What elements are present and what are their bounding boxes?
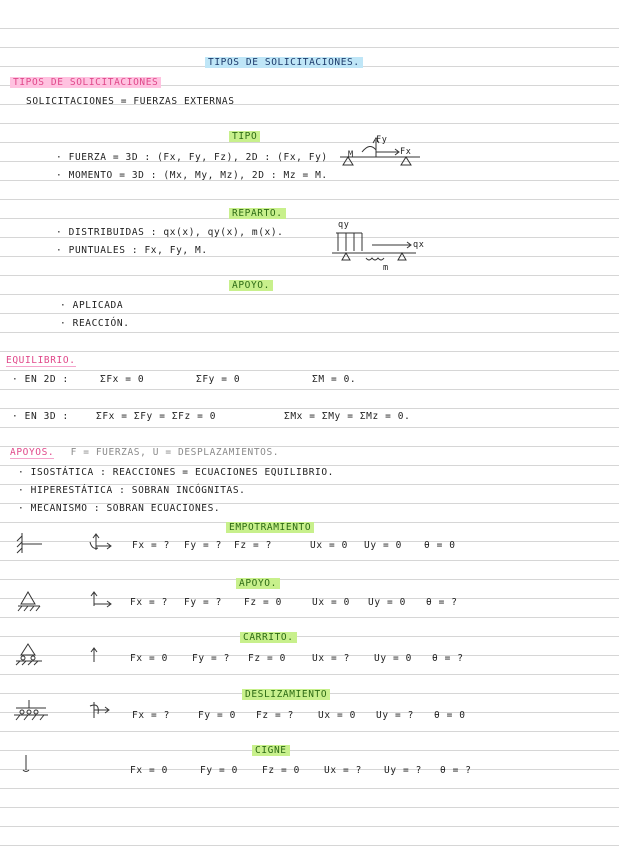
eq3d-moments: ΣMx = ΣMy = ΣMz = 0. (284, 411, 411, 422)
apoyo-label (229, 280, 273, 292)
cigne-fy: Fy = 0 (200, 765, 238, 776)
carrito-fx: Fx = 0 (130, 653, 168, 664)
cigne-fz: Fz = 0 (262, 765, 300, 776)
carrito-fz: Fz = 0 (248, 653, 286, 664)
emp-uy: Uy = 0 (364, 540, 402, 551)
tipo-label-text: TIPO (229, 131, 260, 142)
cigne-theta: θ = ? (440, 765, 472, 776)
desl-fy: Fy = 0 (198, 710, 236, 721)
free-end-icon (20, 755, 32, 775)
tipo-item-momento: · MOMENTO = 3D : (Mx, My, Mz), 2D : Mz = M. (56, 170, 328, 181)
fixed-support-icon (14, 533, 44, 555)
support-name-text: DESLIZAMIENTO (242, 689, 330, 700)
page-title (205, 57, 363, 69)
roller-reaction-icon (88, 646, 100, 664)
reparto-item-puntuales: · PUNTUALES : Fx, Fy, M. (56, 245, 208, 256)
desl-theta: θ = 0 (434, 710, 466, 721)
diagram-label-m: M (348, 150, 354, 160)
apoyo-theta: θ = ? (426, 597, 458, 608)
emp-theta: θ = 0 (424, 540, 456, 551)
diagram-label-fy: Fy (376, 135, 388, 145)
tipo-label (229, 131, 260, 143)
pinned-reactions-icon (88, 590, 116, 610)
carrito-theta: θ = ? (432, 653, 464, 664)
diagram-label-qx: qx (413, 240, 425, 250)
cigne-ux: Ux = ? (324, 765, 362, 776)
eq2d-label: · EN 2D : (12, 374, 69, 385)
support-deslizamiento-title (242, 689, 330, 701)
apoyo-label-text: APOYO. (229, 280, 273, 291)
reparto-item-distribuidas: · DISTRIBUIDAS : qx(x), qy(x), m(x). (56, 227, 284, 238)
carrito-ux: Ux = ? (312, 653, 350, 664)
eq2d-sum-fy: ΣFy = 0 (196, 374, 241, 385)
apoyo-ux: Ux = 0 (312, 597, 350, 608)
emp-fx: Fx = ? (132, 540, 170, 551)
diagram-label-m-dist: m (383, 263, 389, 273)
apoyo-uy: Uy = 0 (368, 597, 406, 608)
section-heading-equilibrio (6, 355, 76, 367)
diagram-label-qy: qy (338, 220, 350, 230)
apoyos-legend: F = FUERZAS, U = DESPLAZAMIENTOS. (70, 447, 280, 458)
desl-uy: Uy = ? (376, 710, 414, 721)
definition-line: SOLICITACIONES = FUERZAS EXTERNAS (26, 96, 235, 107)
support-name-text: CIGNE (252, 745, 290, 756)
pinned-support-icon (16, 590, 46, 612)
support-carrito-title (240, 632, 297, 644)
tipo-item-fuerza: · FUERZA = 3D : (Fx, Fy, Fz), 2D : (Fx, Fy) (56, 152, 328, 163)
support-name-text: EMPOTRAMIENTO (226, 522, 314, 533)
eq3d-forces: ΣFx = ΣFy = ΣFz = 0 (96, 411, 217, 422)
apoyo-fy: Fy = ? (184, 597, 222, 608)
section-heading-text: TIPOS DE SOLICITACIONES (10, 77, 161, 88)
diagram-label-fx: Fx (400, 147, 412, 157)
fixed-reactions-icon (86, 532, 114, 554)
eq2d-sum-fx: ΣFx = 0 (100, 374, 145, 385)
eq2d-sum-m: ΣM = 0. (312, 374, 357, 385)
sliding-support-icon (12, 700, 50, 722)
cigne-uy: Uy = ? (384, 765, 422, 776)
reparto-label-text: REPARTO. (229, 208, 286, 219)
desl-fz: Fz = ? (256, 710, 294, 721)
apoyo-fx: Fx = ? (130, 597, 168, 608)
support-name-text: APOYO. (236, 578, 280, 589)
desl-fx: Fx = ? (132, 710, 170, 721)
distributed-load-diagram-icon (332, 225, 425, 270)
carrito-uy: Uy = 0 (374, 653, 412, 664)
support-apoyo-title (236, 578, 280, 590)
support-empotramiento-title (226, 522, 314, 534)
apoyos-item-mecanismo: · MECANISMO : SOBRAN ECUACIONES. (18, 503, 221, 514)
sliding-reactions-icon (88, 700, 114, 720)
eq3d-label: · EN 3D : (12, 411, 69, 422)
cigne-fx: Fx = 0 (130, 765, 168, 776)
apoyos-item-hiperestatica: · HIPERESTÁTICA : SOBRAN INCÓGNITAS. (18, 485, 246, 496)
section-heading-apoyos (10, 447, 279, 459)
carrito-fy: Fy = ? (192, 653, 230, 664)
apoyo-fz: Fz = 0 (244, 597, 282, 608)
reparto-label (229, 208, 286, 220)
apoyos-item-isostatica: · ISOSTÁTICA : REACCIONES = ECUACIONES EQUILIBRIO. (18, 467, 334, 478)
emp-fz: Fz = ? (234, 540, 272, 551)
support-cigne-title (252, 745, 290, 757)
roller-support-icon (14, 642, 46, 666)
support-name-text: CARRITO. (240, 632, 297, 643)
apoyo-item-aplicada: · APLICADA (60, 300, 124, 311)
emp-fy: Fy = ? (184, 540, 222, 551)
apoyos-heading-text: APOYOS. (10, 447, 55, 458)
desl-ux: Ux = 0 (318, 710, 356, 721)
section-heading-tipos (10, 77, 161, 89)
apoyo-item-reaccion: · REACCIÓN. (60, 318, 130, 329)
equilibrio-heading-text: EQUILIBRIO. (6, 355, 76, 366)
emp-ux: Ux = 0 (310, 540, 348, 551)
page-title-text: TIPOS DE SOLICITACIONES. (205, 57, 363, 68)
